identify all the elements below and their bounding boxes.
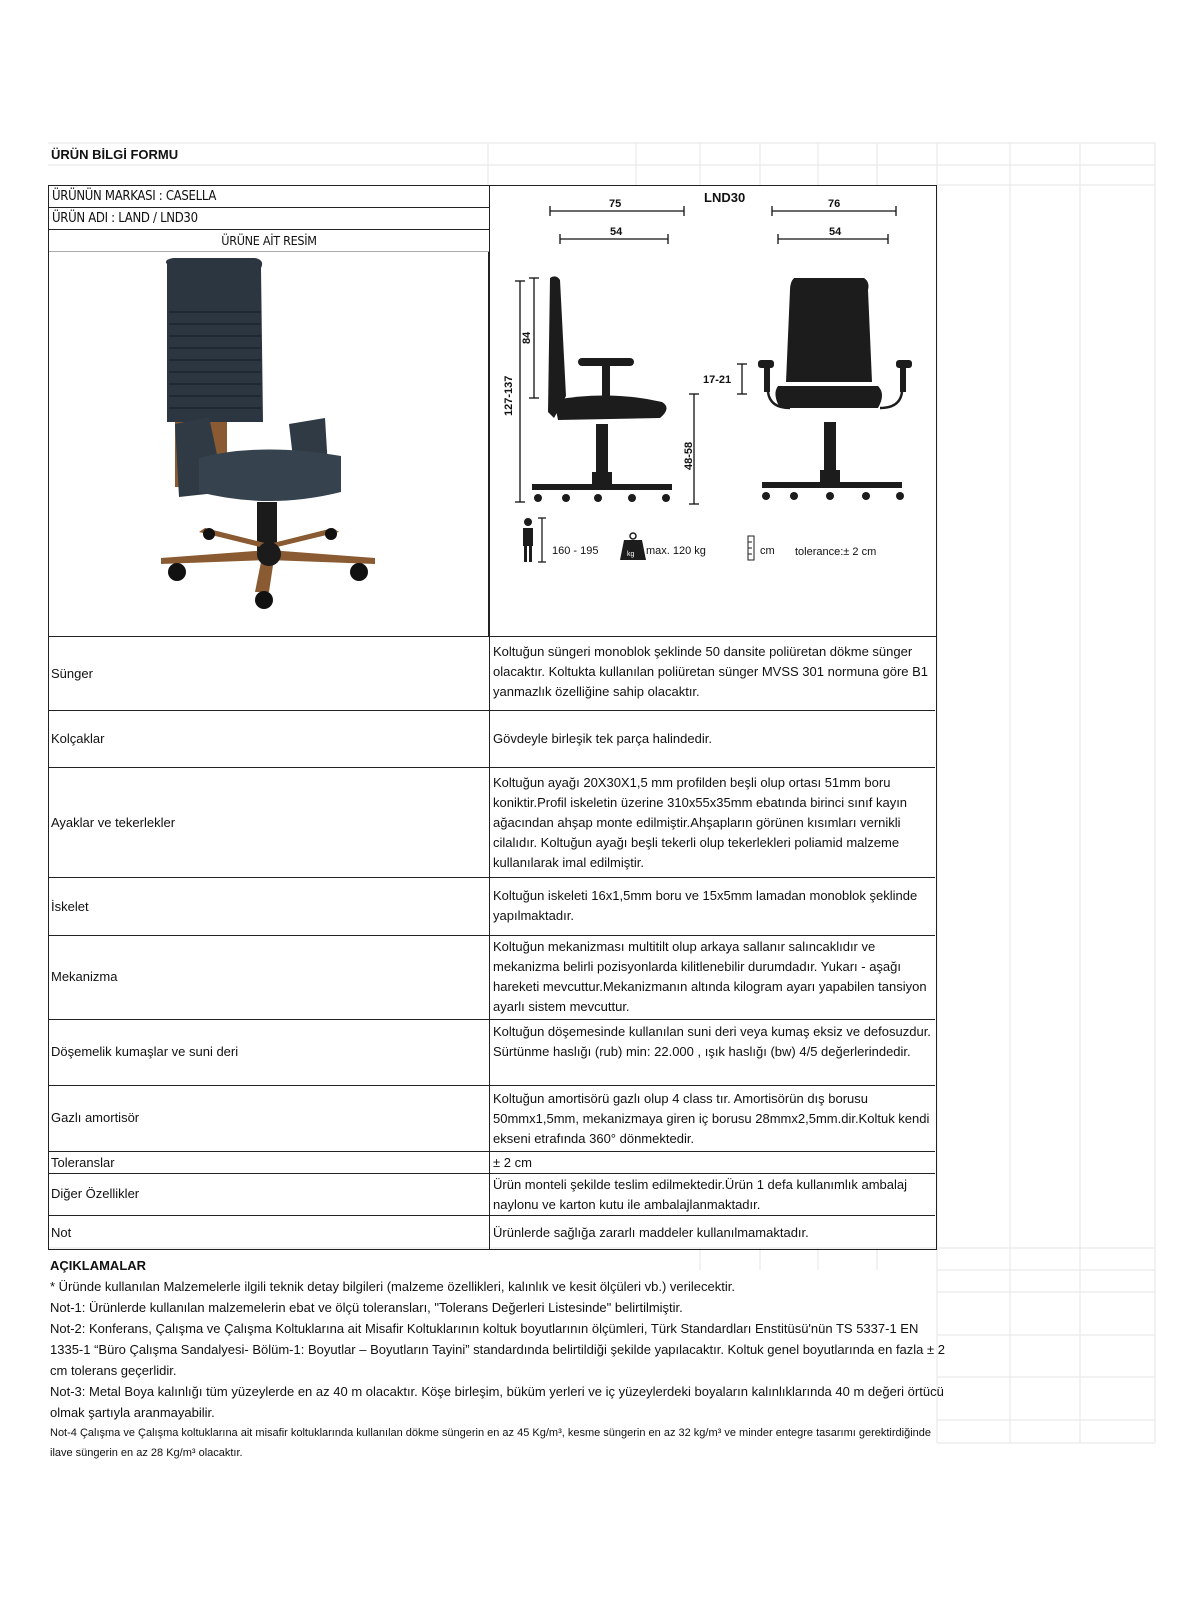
- notes-heading: AÇIKLAMALAR: [50, 1258, 147, 1273]
- spec-label: Gazlı amortisör: [51, 1110, 140, 1125]
- unit-label: cm: [760, 545, 775, 557]
- spec-value: Ürün monteli şekilde teslim edilmektedir.Ürün 1 defa kullanımlık ambalaj naylonu ve karton kutu ile ambalajlanmaktadır.: [489, 1174, 935, 1215]
- header-fields: [49, 186, 489, 252]
- technical-drawing: [490, 186, 937, 636]
- spec-value: Koltuğun mekanizması multitilt olup arkaya sallanır salıncaklıdır ve mekanizma belirli pozisyonlarda kilitlenebilir durumdadır. Yukarı - aşağı hareketi mevcuttur.Mekanizmanın altında kilogram ayarı yapabilen tansiyon ayarlı sistem mevcuttur.: [489, 936, 935, 1019]
- spec-row: [49, 1152, 935, 1174]
- tolerance-label: tolerance:± 2 cm: [795, 546, 877, 558]
- dim-side-width: 75: [609, 198, 622, 210]
- note-3: Not-3: Metal Boya kalınlığı tüm yüzeylerde en az 40 m olacaktır. Köşe birleşim, büküm yerleri ve iç yüzeylerdeki boyaların kalınlıklarında 40 m değeri örtücü olmak şartıyla aranmayabilir.: [50, 1384, 944, 1420]
- dim-back-height: 84: [521, 331, 533, 344]
- chair-photo-illustration: [49, 252, 489, 636]
- spec-table: [48, 636, 937, 1226]
- user-height-range: 160 - 195: [552, 545, 599, 557]
- spec-row: [49, 878, 935, 936]
- dim-arm-height: 17-21: [703, 374, 732, 386]
- dim-side-inner: 54: [610, 226, 623, 238]
- photo-label: ÜRÜNE AİT RESİM: [49, 230, 489, 252]
- spec-row: [49, 1086, 935, 1152]
- product-name-field: ÜRÜN ADI : LAND / LND30: [49, 208, 489, 230]
- dim-total-height: 127-137: [503, 375, 515, 416]
- spec-label: Ayaklar ve tekerlekler: [51, 815, 176, 830]
- spec-row: [49, 936, 935, 1020]
- spec-row: [49, 636, 935, 711]
- spec-row: [49, 711, 935, 768]
- spec-value: Gövdeyle birleşik tek parça halindedir.: [489, 711, 935, 767]
- spec-value: Koltuğun amortisörü gazlı olup 4 class tır. Amortisörün dış borusu 50mmx1,5mm, mekanizmaya giren iç borusu 28mmx2,5mm.dir.Koltuk kendi ekseni etrafında 360° dönmektedir.: [489, 1086, 935, 1151]
- spec-label: Mekanizma: [51, 969, 118, 984]
- max-load: max. 120 kg: [646, 545, 706, 557]
- spec-row: [49, 1020, 935, 1086]
- product-photo: [49, 252, 489, 636]
- spec-table-last: [48, 1216, 937, 1250]
- spec-label: Kolçaklar: [51, 731, 105, 746]
- spec-label: Toleranslar: [51, 1155, 115, 1170]
- spec-label: Diğer Özellikler: [51, 1186, 140, 1201]
- dim-front-inner: 54: [829, 226, 842, 238]
- spec-label: Sünger: [51, 666, 93, 681]
- spec-label: Not: [51, 1225, 72, 1240]
- brand-field: ÜRÜNÜN MARKASI : CASELLA: [49, 186, 489, 208]
- spec-row: [49, 768, 935, 878]
- form-title: ÜRÜN BİLGİ FORMU: [51, 147, 179, 162]
- note-star: * Üründe kullanılan Malzemelerle ilgili teknik detay bilgileri (malzeme özellikleri, kalınlık ve kesit ölçüleri vb.) verilecektir.: [50, 1279, 735, 1294]
- dim-front-width: 76: [828, 198, 841, 210]
- weight-icon-label: kg: [627, 551, 635, 558]
- note-2: Not-2: Konferans, Çalışma ve Çalışma Koltuklarına ait Misafir Koltuklarının koltuk boyutlarının ölçümleri, Türk Standardları Enstitüsü'nün TS 5337-1 EN 1335-1 “Büro Çalışma Sandalyesi- Bölüm-1: Boyutlar – Boyutların Tayini” standardında belirtildiği şekilde yapılacaktır. Koltuk genel boyutlarında en fazla ± 2 cm tolerans geçerlidir.: [50, 1321, 945, 1378]
- spec-value: Koltuğun döşemesinde kullanılan suni deri veya kumaş eksiz ve defosuzdur. Sürtünme haslığı (rub) min: 22.000 , ışık haslığı (bw) 4/5 değerlerindedir.: [489, 1020, 935, 1085]
- spec-label: İskelet: [51, 899, 89, 914]
- spec-value: Koltuğun süngeri monoblok şeklinde 50 dansite poliüretan dökme sünger olacaktır. Koltukta kullanılan poliüretan sünger MVSS 301 normuna göre B1 yanmazlık özelliğine sahip olacaktır.: [489, 636, 935, 710]
- spec-value: ± 2 cm: [489, 1152, 935, 1173]
- dim-seat-height: 48-58: [683, 441, 695, 470]
- person-icon: [523, 518, 546, 562]
- spec-value: Ürünlerde sağlığa zararlı maddeler kullanılmamaktadır.: [489, 1216, 935, 1249]
- spec-label: Döşemelik kumaşlar ve suni deri: [51, 1044, 239, 1059]
- note-1: Not-1: Ürünlerde kullanılan malzemelerin ebat ve ölçü toleransları, "Tolerans Değerleri Listesinde" belirtilmiştir.: [50, 1300, 683, 1315]
- spec-row: [49, 1174, 935, 1216]
- notes-section: [50, 1255, 950, 1463]
- ruler-icon: [748, 536, 754, 560]
- spec-value: Koltuğun ayağı 20X30X1,5 mm profilden beşli olup ortası 51mm boru koniktir.Profil iskeletin üzerine 310x55x35mm ebatında birinci sınıf kayın ağacından ahşap monte edilmiştir.Ahşapların görünen kısımları vernikli cilalıdır. Koltuğun ayağı beşli tekerli olup tekerlekleri poliamid malzeme kullanılarak imal edilmiştir.: [489, 768, 935, 877]
- dimension-diagram: [489, 186, 936, 636]
- note-4: Not-4 Çalışma ve Çalışma koltuklarına ait misafir koltuklarında kullanılan dökme süngerin en az 45 Kg/m³, kesme süngerin en az 32 kg/m³ ve minder entegre tasarımı gerektirdiğinde ilave süngerin en az 28 Kg/m³ olacaktır.: [50, 1427, 932, 1459]
- product-header: [48, 185, 937, 637]
- model-label: LND30: [704, 190, 746, 205]
- spec-value: Koltuğun iskeleti 16x1,5mm boru ve 15x5mm lamadan monoblok şeklinde yapılmaktadır.: [489, 878, 935, 935]
